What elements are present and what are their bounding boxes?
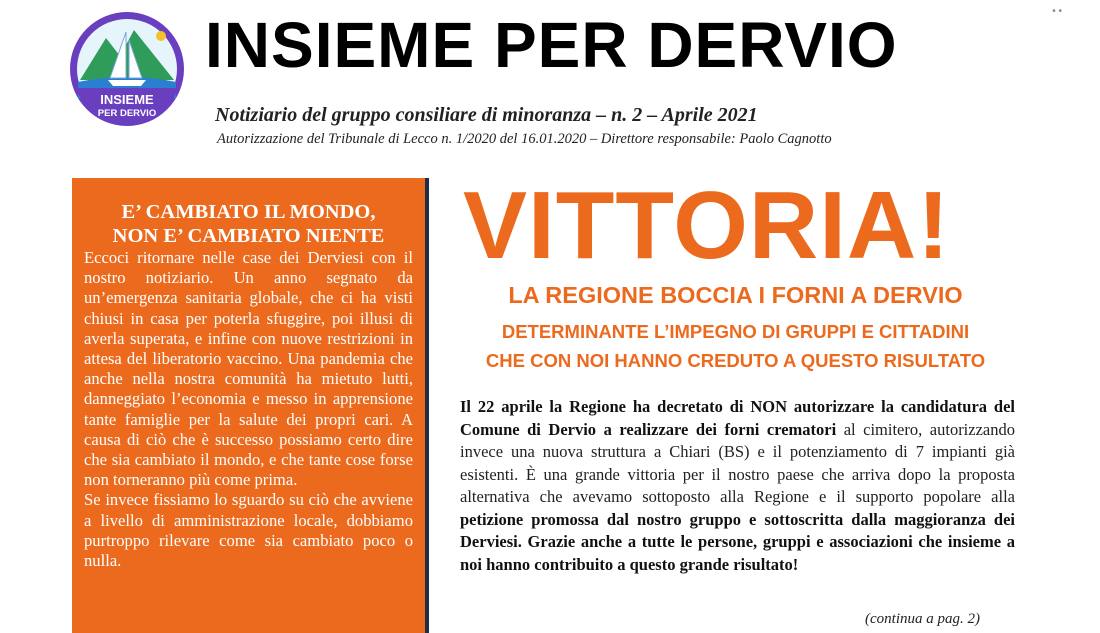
- main-article: [460, 396, 1015, 576]
- kicker-tertiary: CHE CON NOI HANNO CREDUTO A QUESTO RISULTATO: [485, 350, 986, 371]
- kicker-secondary: DETERMINANTE L’IMPEGNO DI GRUPPI E CITTADINI: [501, 321, 970, 342]
- masthead-subtitle: Notiziario del gruppo consiliare di minoranza – n. 2 – Aprile 2021: [215, 104, 758, 126]
- sidebar-heading-line1: E’ CAMBIATO IL MONDO,: [121, 201, 376, 223]
- kicker-primary: LA REGIONE BOCCIA I FORNI A DERVIO: [508, 282, 963, 308]
- main-headline: VITTORIA!: [463, 172, 951, 279]
- article-closing-bold: petizione promossa dal nostro gruppo e sottoscritta dalla maggioranza dei Derviesi. Grazie anche a tutte le persone, gruppi e associazioni che insieme a noi hanno contribuito a questo grande risultato!: [460, 509, 1015, 574]
- sidebar-heading: [84, 200, 413, 248]
- masthead-title: INSIEME PER DERVIO: [205, 9, 898, 81]
- article-body: al cimitero, autorizzando invece una nuova struttura a Chiari (BS) e il potenziamento di 7 impianti già esistenti. È una grande vittoria per il nostro paese che arriva dopo la proposta alternativa che avevamo sottoposto alla Regione e il supporto popolare alla: [460, 419, 1015, 506]
- logo-text-line2: PER DERVIO: [97, 108, 157, 119]
- corner-marks: • •: [1052, 6, 1062, 17]
- authorization-line: Autorizzazione del Tribunale di Lecco n. 1/2020 del 16.01.2020 – Direttore responsabile: Paolo Cagnotto: [217, 131, 832, 147]
- logo-emblem: [68, 10, 186, 128]
- logo-text-line1: INSIEME: [100, 92, 154, 107]
- article-lead-bold: Il 22 aprile la Regione ha decretato di NON autorizzare la candidatura del Comune di Dervio a realizzare dei forni crematori: [460, 397, 1015, 439]
- logo: [68, 10, 186, 128]
- sidebar-paragraph-1: Eccoci ritornare nelle case dei Derviesi con il nostro notiziario. Un anno segnato da un’emergenza sanitaria globale, che ci ha visti chiusi in casa per poterla sfuggire, poi illusi di averla superata, e infine con nuove restrizioni in attesa del liberatorio vaccino. Una pandemia che anche nella nostra comunità ha mietuto lutti, danneggiato l’economia e messo in apprensione tante famiglie per la salute dei propri cari. A causa di ciò che è successo possiamo certo dire che sia cambiato il mondo, e che tante cose forse non torneranno più come prima.: [84, 248, 413, 490]
- continue-link[interactable]: (continua a pag. 2): [865, 611, 980, 627]
- sidebar-paragraph-2: Se invece fissiamo lo sguardo su ciò che avviene a livello di amministrazione locale, dobbiamo purtroppo rilevare come sia cambiato poco o nulla.: [84, 490, 413, 571]
- sidebar-box: [72, 178, 425, 633]
- sidebar-heading-line2: NON E’ CAMBIATO NIENTE: [112, 225, 385, 247]
